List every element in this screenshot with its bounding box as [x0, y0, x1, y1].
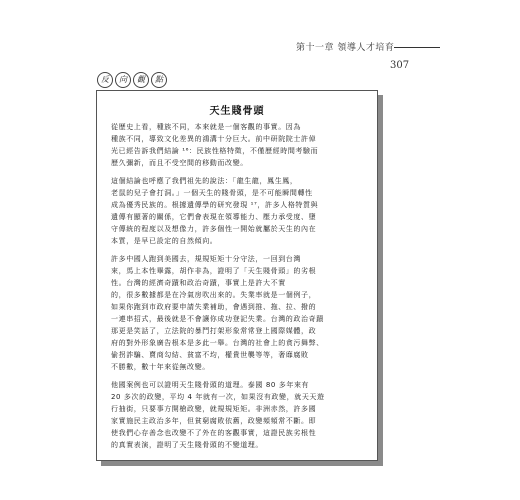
paragraph-line: 偷拐詐騙、賣商勾結、貧富不均，權貴世襲等等，奢靡腐敗 — [111, 351, 309, 359]
sidebar-box — [96, 90, 378, 461]
column-label-char: 向 — [115, 72, 131, 88]
paragraph-line: 光已經告訴我們結論 ¹⁶：民族性格特徵，不僅歷經時間考驗而 — [111, 147, 319, 155]
paragraph-line: 行抽街，只要事方開槍政變，就規規矩矩。非洲赤然，許多國 — [111, 405, 317, 413]
paragraph-line: 20 多次的政變，平均 4 年就有一次，如果沒有政變，就天天遊 — [111, 393, 325, 401]
paragraph-line: 老鼠的兒子會打洞。」一個天生的賤骨頭，是不可能瞬間轉性 — [111, 189, 313, 197]
paragraph-line: 一連串招式，最後就是不會讓你成功登記失業。台灣的政治奇蹟 — [111, 315, 324, 323]
paragraph-line: 種族不同，導致文化差異的鴻溝十分巨大。前中研院院士許倬 — [111, 135, 317, 143]
paragraph-line: 守傳統的程度以及想像力，許多個性一開始就屬於天生的內在 — [111, 225, 317, 233]
paragraph-line: 的，很多數據都是在冷氣房吹出來的。失業率就是一個例子， — [111, 291, 317, 299]
paragraph-line: 歷久彌新，而且不受空間的移動而改變。 — [111, 159, 248, 167]
paragraph-line: 遺傳有顯著的關係，它們會表現在領導能力、壓力承受度、墮 — [111, 213, 317, 221]
page-number: 307 — [390, 60, 410, 71]
paragraph-line: 他國案例也可以證明天生賤骨頭的道理。泰國 80 多年來有 — [111, 381, 310, 389]
paragraph-line: 那更是笑話了，立法院的暴鬥打架形象常常登上國際媒體，政 — [111, 327, 317, 335]
column-label-char: 反 — [97, 72, 113, 88]
article-paragraph — [111, 379, 363, 451]
paragraph-line: 府的對外形象廣告根本是多此一舉。台灣的社會上的貪污舞弊、 — [111, 339, 324, 347]
column-label-char: 點 — [151, 72, 167, 88]
paragraph-line: 從歷史上看，種族不同，本來就是一個客觀的事實。因為 — [111, 123, 301, 131]
article-paragraph — [111, 121, 363, 169]
paragraph-line: 如果你跑到市政府要申請失業補助，會遇到推、拖、拉、撥的 — [111, 303, 317, 311]
article-paragraph — [111, 253, 363, 373]
paragraph-line: 性。台灣的經濟奇蹟和政治奇蹟，事實上是許大不實 — [111, 279, 286, 287]
column-label-char: 觀 — [133, 72, 149, 88]
paragraph-line: 成為優秀民族的。根據遺傳學的研究發現 ¹⁷，許多人格特質與 — [111, 201, 319, 209]
column-label-badge — [97, 72, 167, 88]
header-rule — [394, 47, 440, 48]
article-paragraph — [111, 175, 363, 247]
paragraph-line: 使我們心存善念也改變不了外在的客觀事實，這證民族劣根性 — [111, 429, 317, 437]
paragraph-line: 這個結論也呼應了我們祖先的說法：「龍生龍，鳳生鳳， — [111, 177, 298, 185]
box-title: 天生賤骨頭 — [209, 106, 265, 117]
paragraph-line: 本質，是早已設定的自然傾向。 — [111, 237, 218, 245]
paragraph-line: 許多中國人跑到美國去，規規矩矩十分守法，一回到台灣 — [111, 255, 301, 263]
paragraph-line: 家實施民主政治多年，但貧窮腐敗依舊，政變頻頻常不斷。即 — [111, 417, 317, 425]
box-body — [111, 121, 363, 457]
paragraph-line: 的真實表演，證明了天生賤骨頭的不變道理。 — [111, 441, 263, 449]
page-header — [0, 0, 520, 80]
paragraph-line: 來，馬上本性畢露，胡作非為，證明了「天生賤骨頭」的劣根 — [111, 267, 317, 275]
chapter-title: 第十一章 領導人才培育 — [296, 43, 395, 53]
paragraph-line: 不勝數，數十年來從無改變。 — [111, 363, 210, 371]
